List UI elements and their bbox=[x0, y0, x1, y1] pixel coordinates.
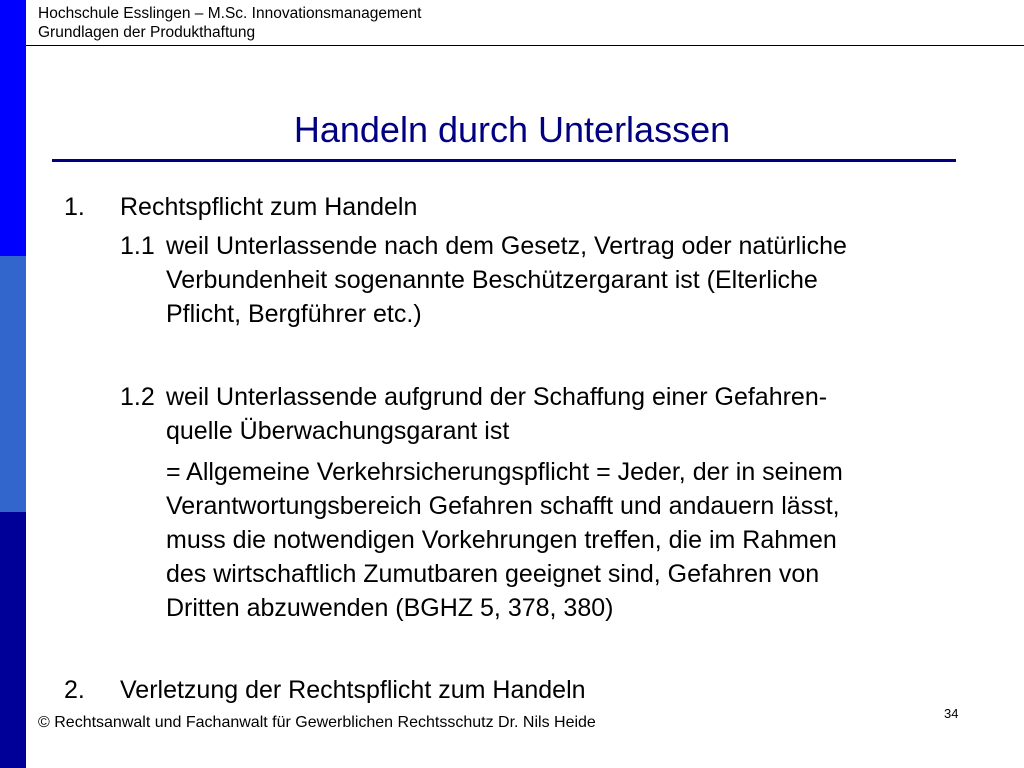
slide-title: Handeln durch Unterlassen bbox=[293, 109, 731, 150]
sub-1-1-number: 1.1 bbox=[120, 232, 155, 260]
header-institution: Hochschule Esslingen – M.Sc. Innovationsmanagement bbox=[38, 5, 422, 22]
item-1-number: 1. bbox=[64, 193, 85, 221]
sub-1-1-line-2: Verbundenheit sogenannte Beschützergarant ist (Elterliche bbox=[166, 266, 818, 294]
sub-1-2-line-2: quelle Überwachungsgarant ist bbox=[166, 417, 510, 445]
explanation-line-5: Dritten abzuwenden (BGHZ 5, 378, 380) bbox=[166, 594, 614, 622]
explanation-line-4: des wirtschaftlich Zumutbaren geeignet sind, Gefahren von bbox=[166, 560, 820, 588]
header-course: Grundlagen der Produkthaftung bbox=[38, 24, 256, 41]
footer-copyright: © Rechtsanwalt und Fachanwalt für Gewerblichen Rechtsschutz Dr. Nils Heide bbox=[38, 714, 596, 731]
sub-1-2-number: 1.2 bbox=[120, 383, 155, 411]
item-1-text: Rechtspflicht zum Handeln bbox=[120, 193, 418, 221]
page-number: 34 bbox=[944, 706, 959, 721]
item-2-text: Verletzung der Rechtspflicht zum Handeln bbox=[120, 676, 586, 704]
sub-1-1-line-1: weil Unterlassende nach dem Gesetz, Vertrag oder natürliche bbox=[166, 232, 847, 260]
sub-1-1-line-3: Pflicht, Bergführer etc.) bbox=[166, 300, 422, 328]
explanation-line-3: muss die notwendigen Vorkehrungen treffen, die im Rahmen bbox=[166, 526, 837, 554]
item-2-number: 2. bbox=[64, 676, 85, 704]
explanation-line-1: = Allgemeine Verkehrsicherungspflicht = Jeder, der in seinem bbox=[166, 458, 843, 486]
sub-1-2-line-1: weil Unterlassende aufgrund der Schaffung einer Gefahren- bbox=[166, 383, 828, 411]
explanation-line-2: Verantwortungsbereich Gefahren schafft und andauern lässt, bbox=[166, 492, 840, 520]
